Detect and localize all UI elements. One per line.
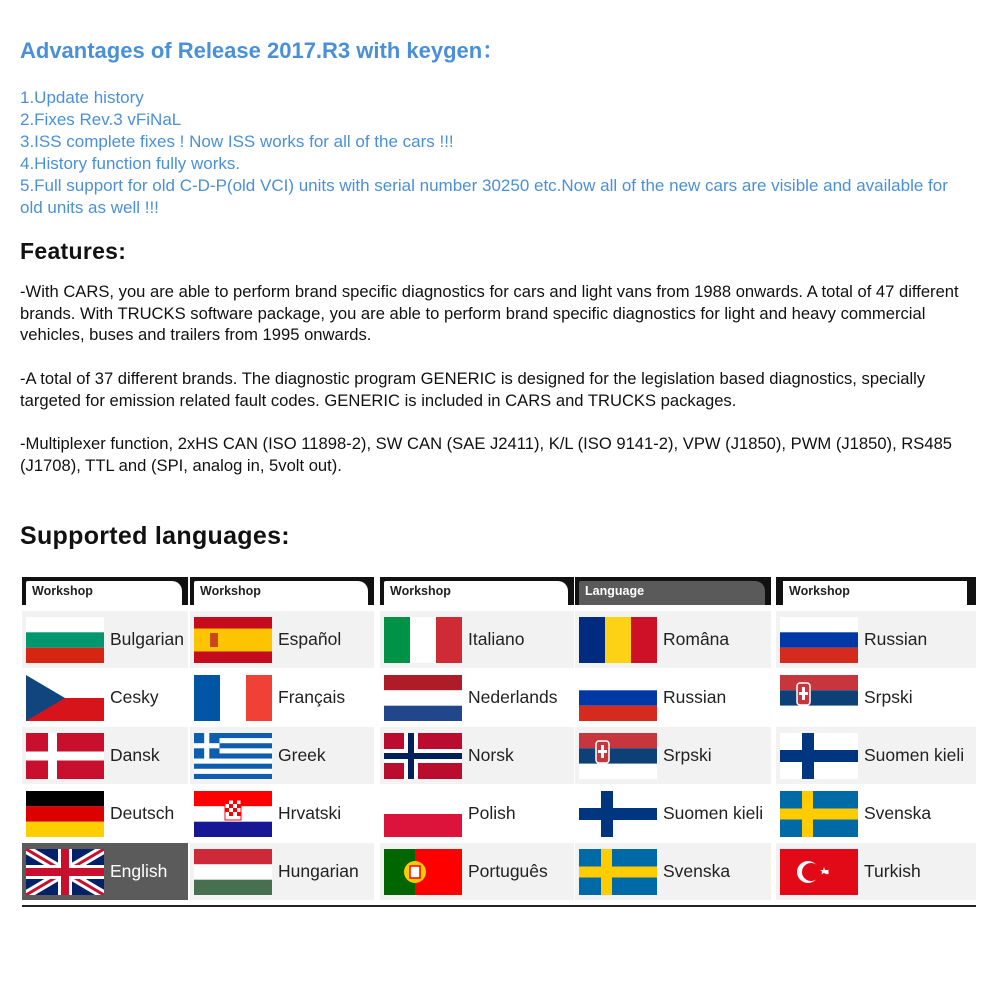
advantage-item: 4.History function fully works. — [20, 154, 241, 173]
language-label: English — [110, 861, 168, 881]
czech-flag-icon — [26, 675, 104, 721]
france-flag-icon — [194, 675, 272, 721]
language-option[interactable] — [190, 727, 374, 785]
language-option[interactable] — [380, 843, 574, 901]
language-option[interactable] — [380, 611, 574, 669]
language-option[interactable] — [22, 785, 188, 843]
serbia-flag-icon — [780, 675, 858, 721]
advantage-item: 1.Update history — [20, 88, 144, 107]
finland-flag-icon — [579, 791, 657, 837]
language-option[interactable] — [575, 669, 771, 727]
panel-header — [776, 577, 976, 605]
hungary-flag-icon — [194, 849, 272, 895]
language-list — [190, 611, 374, 901]
finland-flag-icon — [780, 733, 858, 779]
language-option[interactable] — [776, 669, 976, 727]
norway-flag-icon — [384, 733, 462, 779]
language-label: Polish — [468, 803, 516, 823]
panel-header — [575, 577, 771, 605]
language-option[interactable] — [575, 611, 771, 669]
spain-flag-icon — [194, 617, 272, 663]
panel-tab[interactable]: Workshop — [194, 581, 368, 605]
language-list — [575, 611, 771, 901]
language-label: Greek — [278, 745, 326, 765]
language-label: Russian — [864, 629, 928, 649]
language-label: Srpski — [864, 687, 913, 707]
language-option[interactable] — [190, 843, 374, 901]
language-label: Srpski — [663, 745, 712, 765]
language-label: Suomen kieli — [864, 745, 965, 765]
portugal-flag-icon — [384, 849, 462, 895]
turkey-flag-icon — [780, 849, 858, 895]
language-option[interactable] — [380, 727, 574, 785]
advantage-item: 3.ISS complete fixes ! Now ISS works for all of the cars !!! — [20, 132, 454, 151]
advantages-title: Advantages of Release 2017.R3 with keygen： — [20, 38, 505, 63]
serbia-flag-icon — [579, 733, 657, 779]
russia-flag-icon — [579, 675, 657, 721]
language-option[interactable] — [190, 669, 374, 727]
language-option[interactable] — [380, 669, 574, 727]
croatia-flag-icon — [194, 791, 272, 837]
features-paragraph: -A total of 37 different brands. The diagnostic program GENERIC is designed for the legislation based diagnostics, specially targeted for emission related fault codes. GENERIC is included in CARS and TRUCKS packages. — [20, 369, 926, 410]
language-label: Nederlands — [468, 687, 558, 707]
language-label: Turkish — [864, 861, 921, 881]
language-option[interactable] — [22, 669, 188, 727]
germany-flag-icon — [26, 791, 104, 837]
netherlands-flag-icon — [384, 675, 462, 721]
language-option[interactable] — [776, 843, 976, 901]
language-label: Hungarian — [278, 861, 359, 881]
romania-flag-icon — [579, 617, 657, 663]
language-label: Suomen kieli — [663, 803, 764, 823]
language-option[interactable] — [575, 785, 771, 843]
advantages-list — [20, 87, 965, 219]
language-label: Svenska — [663, 861, 731, 881]
language-label: Dansk — [110, 745, 160, 765]
language-panel — [776, 577, 976, 907]
denmark-flag-icon — [26, 733, 104, 779]
language-option[interactable] — [22, 727, 188, 785]
language-label: Româna — [663, 629, 730, 649]
language-option[interactable] — [22, 843, 188, 901]
bulgaria-flag-icon — [26, 617, 104, 663]
language-option[interactable] — [575, 727, 771, 785]
language-list — [776, 611, 976, 901]
language-label: Russian — [663, 687, 727, 707]
language-panel — [380, 577, 574, 907]
features-paragraph: -Multiplexer function, 2xHS CAN (ISO 11898-2), SW CAN (SAE J2411), K/L (ISO 9141-2), VPW (J1850), PWM (J1850), RS485 (J1708), TTL and (SPI, analog in, 5volt out). — [20, 434, 953, 475]
uk-flag-icon — [26, 849, 104, 895]
language-label: Português — [468, 861, 548, 881]
panel-tab[interactable]: Workshop — [780, 581, 970, 605]
language-label: Cesky — [110, 687, 159, 707]
language-option[interactable] — [575, 843, 771, 901]
italy-flag-icon — [384, 617, 462, 663]
language-option[interactable] — [776, 785, 976, 843]
features-paragraph: -With CARS, you are able to perform brand specific diagnostics for cars and light vans from 1988 onwards. A total of 47 different brands. With TRUCKS software package, you are able to perform brand specific diagnostics for light and heavy commercial vehicles, buses and trailers from 1995 onwards. — [20, 282, 959, 344]
language-label: Svenska — [864, 803, 932, 823]
russia-flag-icon — [780, 617, 858, 663]
divider — [22, 905, 976, 907]
language-label: Español — [278, 629, 342, 649]
language-label: Norsk — [468, 745, 514, 765]
panel-tab[interactable]: Language — [579, 581, 765, 605]
advantage-item: 5.Full support for old C-D-P(old VCI) units with serial number 30250 etc.Now all of the new cars are visible and available for old units as well !!! — [20, 176, 948, 217]
languages-title: Supported languages: — [20, 522, 290, 550]
language-panel — [575, 577, 771, 907]
panel-tab[interactable]: Workshop — [26, 581, 182, 605]
language-list — [22, 611, 188, 901]
panel-tab[interactable]: Workshop — [384, 581, 568, 605]
language-label: Bulgarian — [110, 629, 184, 649]
advantage-item: 2.Fixes Rev.3 vFiNaL — [20, 110, 182, 129]
panel-header — [190, 577, 374, 605]
sweden-flag-icon — [780, 791, 858, 837]
greece-flag-icon — [194, 733, 272, 779]
language-panel — [190, 577, 374, 907]
language-panel — [22, 577, 188, 907]
language-label: Hrvatski — [278, 803, 342, 823]
sweden-flag-icon — [579, 849, 657, 895]
language-label: Italiano — [468, 629, 525, 649]
panel-header — [380, 577, 574, 605]
language-option[interactable] — [190, 611, 374, 669]
features-title: Features: — [20, 238, 127, 264]
language-option[interactable] — [190, 785, 374, 843]
language-label: Deutsch — [110, 803, 175, 823]
language-option[interactable] — [22, 611, 188, 669]
language-list — [380, 611, 574, 901]
language-option[interactable] — [380, 785, 574, 843]
language-option[interactable] — [776, 727, 976, 785]
poland-flag-icon — [384, 791, 462, 837]
language-option[interactable] — [776, 611, 976, 669]
panel-header — [22, 577, 188, 605]
language-label: Français — [278, 687, 346, 707]
